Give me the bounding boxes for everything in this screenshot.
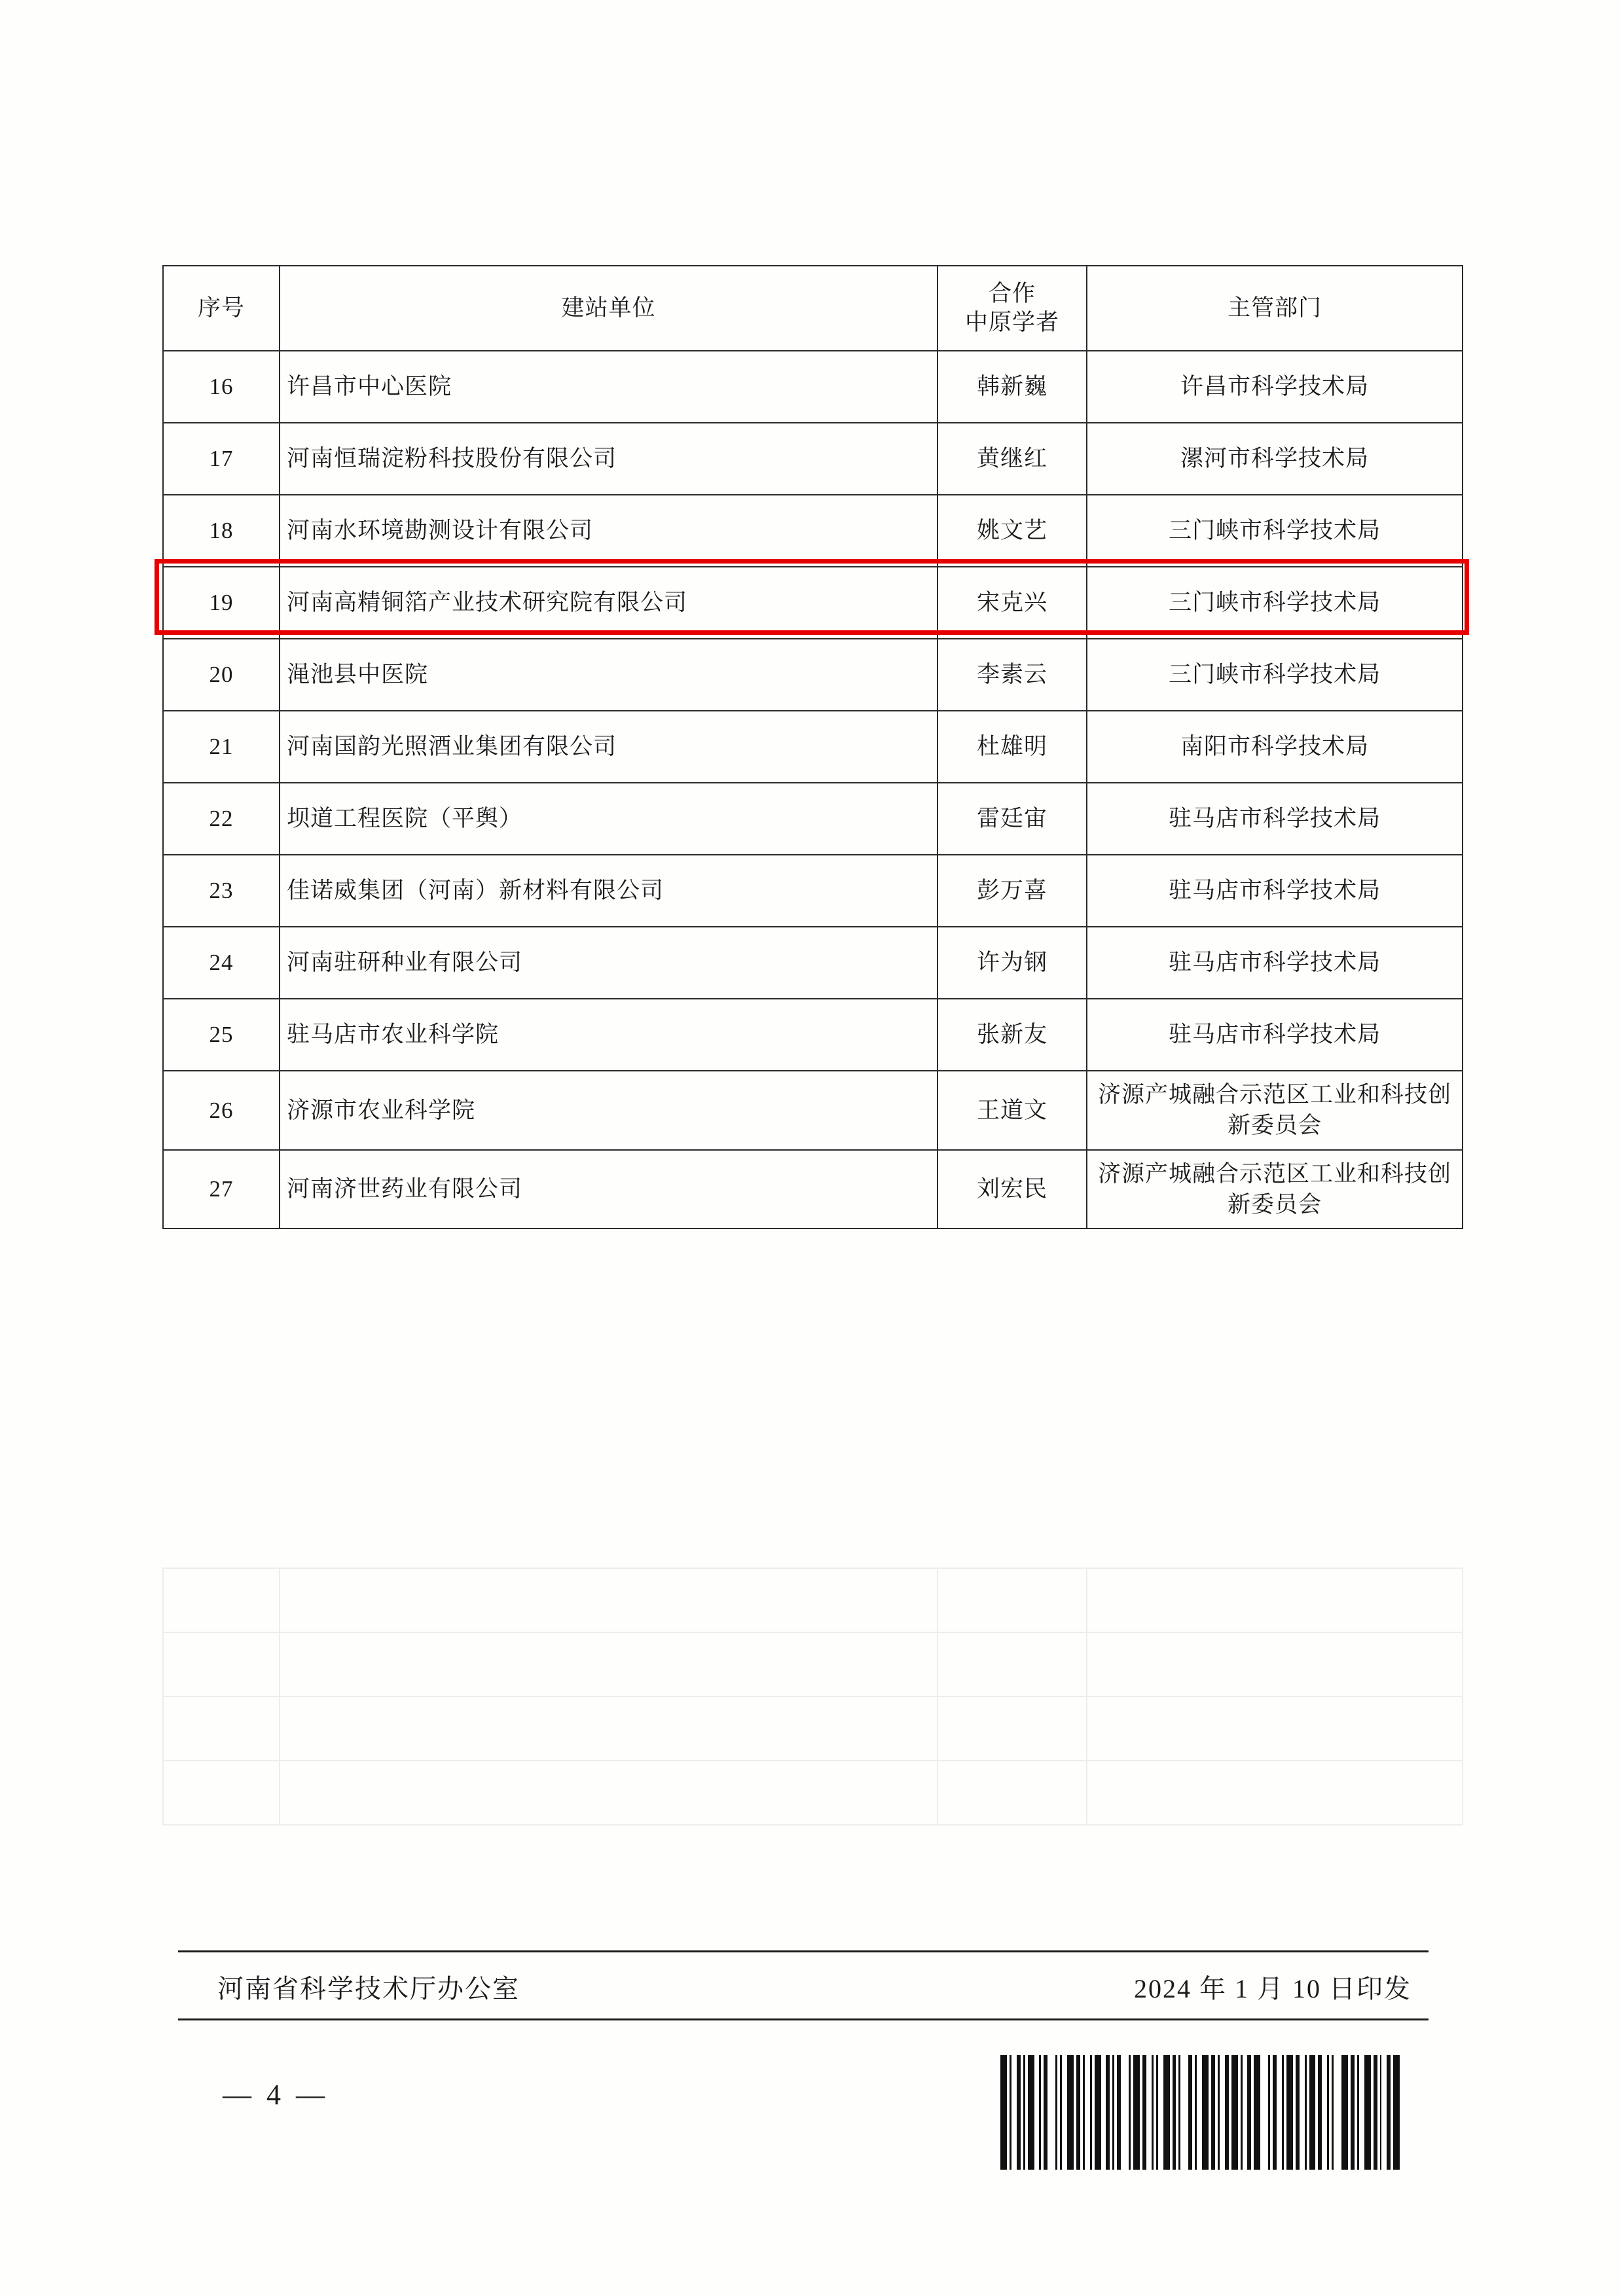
- ghost-cell-scholar: [938, 1696, 1087, 1761]
- column-header-scholar-line2: 中原学者: [964, 310, 1059, 335]
- table-row: [163, 1150, 1463, 1229]
- cell-unit: 许昌市中心医院: [280, 351, 938, 423]
- ghost-cell-unit: [280, 1568, 938, 1632]
- table-body: [163, 351, 1463, 1229]
- cell-scholar: 雷廷宙: [938, 783, 1087, 855]
- ghost-cell-index: [163, 1568, 280, 1632]
- cell-unit: 坝道工程医院（平舆）: [280, 783, 938, 855]
- ghost-cell-department: [1087, 1761, 1463, 1825]
- page-number: — 4 —: [223, 2079, 329, 2111]
- ghost-row: [163, 1632, 1463, 1696]
- table-header: [163, 266, 1463, 351]
- cell-index: 21: [163, 711, 280, 783]
- cell-scholar: 刘宏民: [938, 1150, 1087, 1229]
- ghost-row: [163, 1761, 1463, 1825]
- ghost-cell-department: [1087, 1696, 1463, 1761]
- barcode-graphic: [1000, 2055, 1400, 2170]
- issue-date: 2024 年 1 月 10 日印发: [1134, 1974, 1412, 2003]
- cell-index: 24: [163, 927, 280, 999]
- table-row: [163, 423, 1463, 495]
- station-list-table: [162, 265, 1463, 1229]
- cell-scholar: 王道文: [938, 1071, 1087, 1150]
- ghost-row: [163, 1568, 1463, 1632]
- cell-unit: 驻马店市农业科学院: [280, 999, 938, 1071]
- column-header-unit: 建站单位: [280, 266, 938, 351]
- ghost-cell-index: [163, 1632, 280, 1696]
- cell-scholar: 杜雄明: [938, 711, 1087, 783]
- column-header-scholar: [938, 266, 1087, 351]
- cell-unit: 济源市农业科学院: [280, 1071, 938, 1150]
- cell-scholar: 李素云: [938, 639, 1087, 711]
- table-header-row: [163, 266, 1463, 351]
- cell-department: 驻马店市科学技术局: [1087, 999, 1463, 1071]
- table-row: [163, 783, 1463, 855]
- ghost-cell-department: [1087, 1632, 1463, 1696]
- cell-department: 济源产城融合示范区工业和科技创新委员会: [1087, 1071, 1463, 1150]
- cell-department: 许昌市科学技术局: [1087, 351, 1463, 423]
- cell-scholar: 韩新巍: [938, 351, 1087, 423]
- ghost-cell-index: [163, 1696, 280, 1761]
- cell-scholar: 许为钢: [938, 927, 1087, 999]
- cell-unit: 河南水环境勘测设计有限公司: [280, 495, 938, 567]
- ghost-cell-scholar: [938, 1632, 1087, 1696]
- ghost-cell-department: [1087, 1568, 1463, 1632]
- column-header-scholar-line1: 合作: [988, 281, 1036, 307]
- column-header-index: 序号: [163, 266, 280, 351]
- table-row: [163, 639, 1463, 711]
- issuing-office: 河南省科学技术厅办公室: [217, 1974, 520, 2003]
- cell-department: 驻马店市科学技术局: [1087, 783, 1463, 855]
- cell-department: 三门峡市科学技术局: [1087, 495, 1463, 567]
- footer-bottom-rule: [178, 2018, 1429, 2020]
- cell-index: 25: [163, 999, 280, 1071]
- table-row-highlighted: [163, 495, 1463, 567]
- cell-index: 22: [163, 783, 280, 855]
- cell-scholar: 姚文艺: [938, 495, 1087, 567]
- ghost-cell-unit: [280, 1761, 938, 1825]
- cell-scholar: 张新友: [938, 999, 1087, 1071]
- ghost-cell-scholar: [938, 1761, 1087, 1825]
- ghost-table: [162, 1568, 1463, 1825]
- footer-content-row: [178, 1952, 1429, 2018]
- cell-unit: 河南国韵光照酒业集团有限公司: [280, 711, 938, 783]
- cell-scholar: 黄继红: [938, 423, 1087, 495]
- cell-unit: 佳诺威集团（河南）新材料有限公司: [280, 855, 938, 927]
- table-row: [163, 1071, 1463, 1150]
- station-list-table-container: [162, 265, 1462, 1229]
- cell-index: 17: [163, 423, 280, 495]
- cell-index: 23: [163, 855, 280, 927]
- document-footer: [178, 1950, 1429, 2020]
- reverse-side-bleed-table: [162, 1568, 1462, 1825]
- cell-index: 27: [163, 1150, 280, 1229]
- cell-index: 20: [163, 639, 280, 711]
- cell-index: 18: [163, 495, 280, 567]
- ghost-cell-unit: [280, 1696, 938, 1761]
- cell-department: 三门峡市科学技术局: [1087, 639, 1463, 711]
- ghost-cell-scholar: [938, 1568, 1087, 1632]
- cell-unit: 渑池县中医院: [280, 639, 938, 711]
- table-row: [163, 711, 1463, 783]
- ghost-cell-unit: [280, 1632, 938, 1696]
- table-row: [163, 351, 1463, 423]
- cell-scholar: 彭万喜: [938, 855, 1087, 927]
- cell-unit: 河南高精铜箔产业技术研究院有限公司: [280, 567, 938, 639]
- cell-department: 南阳市科学技术局: [1087, 711, 1463, 783]
- cell-department: 三门峡市科学技术局: [1087, 567, 1463, 639]
- table-row: [163, 567, 1463, 639]
- column-header-department: 主管部门: [1087, 266, 1463, 351]
- ghost-cell-index: [163, 1761, 280, 1825]
- cell-department: 济源产城融合示范区工业和科技创新委员会: [1087, 1150, 1463, 1229]
- cell-index: 26: [163, 1071, 280, 1150]
- cell-unit: 河南驻研种业有限公司: [280, 927, 938, 999]
- table-row: [163, 927, 1463, 999]
- cell-unit: 河南济世药业有限公司: [280, 1150, 938, 1229]
- cell-index: 19: [163, 567, 280, 639]
- cell-unit: 河南恒瑞淀粉科技股份有限公司: [280, 423, 938, 495]
- cell-department: 驻马店市科学技术局: [1087, 855, 1463, 927]
- cell-scholar: 宋克兴: [938, 567, 1087, 639]
- cell-index: 16: [163, 351, 280, 423]
- cell-department: 漯河市科学技术局: [1087, 423, 1463, 495]
- cell-department: 驻马店市科学技术局: [1087, 927, 1463, 999]
- table-row: [163, 855, 1463, 927]
- ghost-row: [163, 1696, 1463, 1761]
- table-row: [163, 999, 1463, 1071]
